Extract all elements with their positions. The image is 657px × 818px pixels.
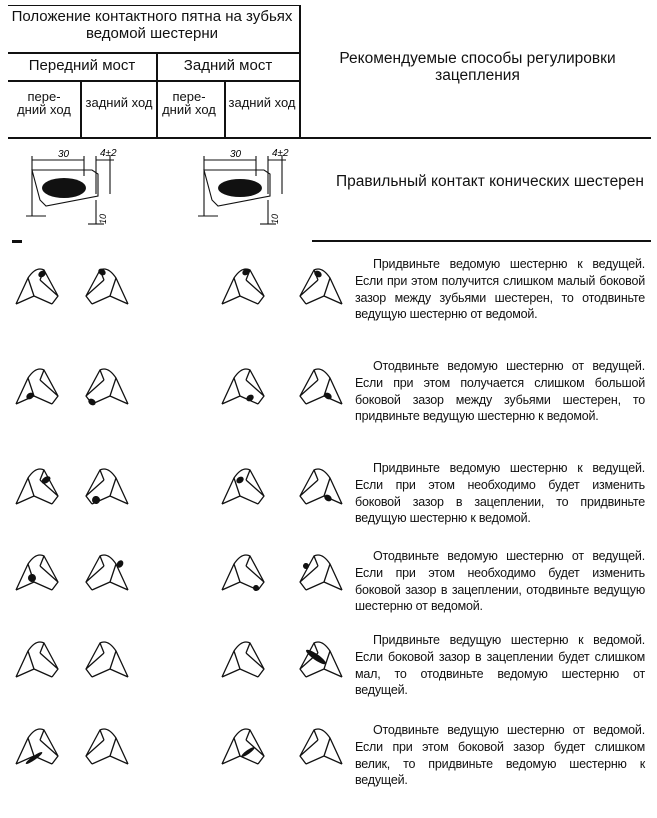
gear-tooth-r5-c4 [296,635,346,685]
gear-tooth-r2-c4 [296,362,346,412]
correct-contact-diagram-front [22,146,132,232]
dim-10-label: 10 [98,213,108,224]
gear-tooth-r1-c1 [12,262,62,312]
gear-tooth-r6-c4 [296,722,346,772]
header-line-2 [8,80,300,82]
header-line-bottom [8,137,651,139]
gear-tooth-r3-c4 [296,462,346,512]
correct-contact-text: Правильный контакт конических шестерен [336,173,644,190]
header-vline-a [80,81,82,138]
gear-tooth-r5-c3 [218,635,268,685]
gear-tooth-r1-c3 [218,262,268,312]
forward-header-2: пере- дний ход [162,89,216,118]
gear-tooth-r4-c3 [218,548,268,598]
recommendation-text-5: Придвиньте ведущую шестерню к ведомой. Если боковой зазор в зацеплении будет слишком мал, то отодвиньте ведомую шестерню от ведущей. [355,633,645,698]
header-vline-main [299,5,301,138]
rear-axle-header: Задний мост [183,57,273,74]
correct-contact-diagram-rear [194,146,304,232]
gear-tooth-r5-c1 [12,635,62,685]
header-vline-mid [156,52,158,138]
gear-tooth-r4-c4 [296,548,346,598]
dim-30-label-rear: 30 [230,149,242,160]
separator-long [312,240,651,242]
front-axle-header: Передний мост [28,57,136,74]
recommendation-text-6: Отодвиньте ведущую шестерню от ведомой. Если при этом боковой зазор будет слишком велик, то придвиньте ведомую шестерню к ведущей. [355,723,645,788]
gear-tooth-r3-c1 [12,462,62,512]
separator-short [12,240,22,243]
gear-tooth-r2-c1 [12,362,62,412]
contact-patch-rear [218,179,262,197]
recommendation-text-1: Придвиньте ведомую шестерню к ведущей. Если при этом получится слишком малый боковой зазор между зубьями шестерен, то отодвиньте ведущую шестерню от ведомой. [355,257,645,322]
gear-tooth-r3-c2 [82,462,132,512]
header-line-1 [8,52,300,54]
methods-header: Рекомендуемые способы регулировки зацепления [339,50,616,85]
gear-tooth-r3-c3 [218,462,268,512]
gear-tooth-r4-c1 [12,548,62,598]
gear-tooth-r6-c1 [12,722,62,772]
gear-tooth-r5-c2 [82,635,132,685]
gear-tooth-r1-c2 [82,262,132,312]
gear-tooth-r4-c2 [82,548,132,598]
gear-tooth-r6-c3 [218,722,268,772]
dim-tol-label-rear: 4±2 [272,148,289,159]
header-line-top [8,5,300,6]
gear-tooth-r6-c2 [82,722,132,772]
contact-patch-front [42,178,86,198]
position-title: Положение контактного пятна на зубьях ведомой шестерни [11,8,293,42]
dim-30-label: 30 [58,149,70,160]
gear-tooth-r1-c4 [296,262,346,312]
dim-tol-label: 4±2 [100,148,117,159]
forward-header-1: пере- дний ход [17,89,71,118]
header-vline-b [224,81,226,138]
reverse-header-1: задний ход [85,95,153,110]
gear-tooth-r2-c3 [218,362,268,412]
recommendation-text-4: Отодвиньте ведомую шестерню от ведущей. Если при этом необходимо будет изменить боковой зазор в зацеплении, отодвиньте ведущую шестерню от ведомой. [355,549,645,614]
reverse-header-2: задний ход [228,95,296,110]
recommendation-text-2: Отодвиньте ведомую шестерню от ведущей. Если при этом получается слишком большой боковой зазор между зубьями шестерен, то придвиньте ведущую шестерню к ведомой. [355,359,645,424]
dim-10-label-rear: 10 [270,213,280,224]
gear-tooth-r2-c2 [82,362,132,412]
recommendation-text-3: Придвиньте ведомую шестерню к ведущей. Если при этом необходимо будет изменить боковой зазор в зацеплении, то придвиньте ведущую шестерню к ведомой. [355,461,645,526]
